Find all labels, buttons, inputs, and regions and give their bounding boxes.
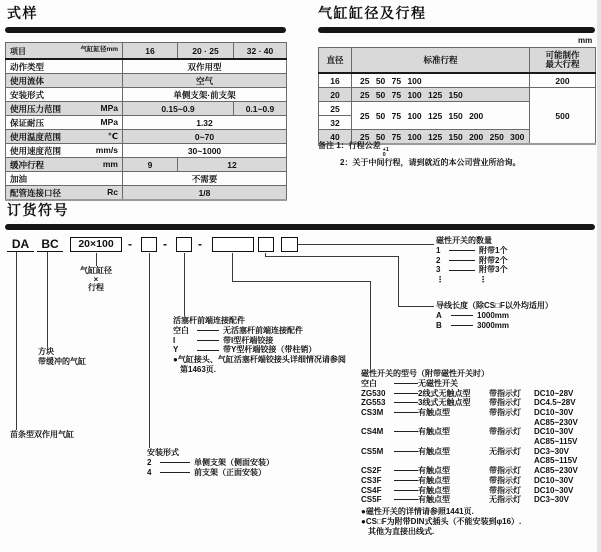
rod-end-note-2: 第1463页.: [180, 364, 217, 374]
row-value: 单侧支架·前支架: [123, 88, 287, 102]
row-unit: mm: [102, 158, 118, 169]
row-value: 1.32: [123, 116, 287, 130]
switch-model-row-zg530: [361, 389, 594, 399]
code-switch-model-box: [212, 237, 254, 252]
option-label: 1000mm: [477, 310, 510, 320]
spec-row-proof-pressure: [6, 116, 287, 130]
model-code: CS3F: [361, 475, 382, 485]
model-voltage: [534, 466, 594, 476]
option-label: 带I型杆端铰接: [223, 335, 274, 345]
row-unit: MPa: [100, 102, 118, 113]
voltage-1: DC10~28V: [534, 388, 574, 398]
row-unit: ℃: [107, 130, 118, 141]
switch-note-1: ●磁性开关的详情请参照1441页.: [361, 506, 474, 516]
option-code: 4: [147, 467, 152, 477]
row-value: 不需要: [123, 172, 287, 186]
model-indicator: 带指示灯: [489, 485, 521, 495]
lead-option-b: [436, 321, 553, 331]
model-voltage: [534, 495, 594, 505]
model-code: CS2F: [361, 466, 382, 476]
model-code: ZG530: [361, 388, 386, 398]
connector-mounting: [149, 253, 150, 448]
spec-table: [5, 42, 287, 201]
row-label: 使用温度范围: [10, 131, 62, 142]
unit-label: mm: [578, 36, 593, 45]
spec-row-temperature: [6, 130, 287, 144]
da-label: 苗条型双作用气缸: [10, 430, 74, 439]
spec-section-rule: [5, 27, 286, 33]
row-label: 使用速度范围: [10, 145, 62, 156]
max-header-line1: 可能制作: [545, 50, 580, 60]
code-rod-end-box: [176, 237, 192, 252]
qty-option-3: [436, 265, 507, 275]
option-label: 附带2个: [479, 255, 508, 265]
option-label: 带Y型杆端铰接（带柱销）: [223, 345, 317, 355]
model-type: 有触点型: [418, 427, 450, 437]
model-code: CS4F: [361, 485, 382, 495]
max-cell-merged: 500: [530, 88, 596, 145]
model-voltage: [534, 476, 594, 486]
voltage-2: AC85~115V: [534, 456, 578, 466]
switch-model-notes: [361, 507, 594, 536]
option-code: 空白: [173, 325, 189, 335]
spec-col-3240: 32 · 40: [234, 43, 287, 60]
code-switch-qty-box: [281, 237, 298, 252]
model-voltage: [534, 408, 594, 427]
leader-dash: [197, 340, 219, 341]
switch-note-2: ●CS□F为附带DIN式插头（不能安装到φ16）.: [361, 516, 522, 526]
voltage-1: AC85~230V: [534, 466, 578, 476]
code-dash-3: -: [198, 237, 202, 251]
dia-cell: 40: [319, 130, 352, 145]
model-type: 有触点型: [418, 485, 450, 495]
model-type: 2线式无触点型: [418, 388, 471, 398]
switch-model-options: [361, 369, 594, 536]
stroke-tolerance: [383, 148, 389, 158]
note-2: [318, 158, 520, 168]
row-value: 空气: [123, 74, 287, 88]
code-series: DA: [7, 237, 34, 252]
switch-qty-title: 磁性开关的数量: [436, 236, 492, 245]
leader-dash: [197, 330, 219, 331]
model-indicator: 带指示灯: [489, 466, 521, 476]
switch-model-title: 磁性开关的型号（附带磁性开关时）: [361, 369, 489, 378]
bore-stroke-line3: 行程: [88, 283, 104, 292]
code-dash-2: -: [163, 237, 167, 251]
rod-end-options: [173, 316, 346, 375]
switch-qty-options: [436, 236, 507, 285]
leader-dash: [394, 447, 418, 452]
leader-dash: [394, 495, 418, 500]
connector-bc: [47, 252, 48, 347]
rod-end-option-blank: [173, 326, 346, 336]
code-bore-stroke-box: 20×100: [70, 237, 122, 252]
option-code: 1: [436, 245, 441, 255]
code-dash-1: -: [128, 237, 132, 251]
row-value: 1/8: [123, 186, 287, 201]
rod-end-option-i: [173, 336, 346, 346]
spec-section-title: 式样: [7, 5, 38, 21]
connector-lead-v2: [398, 256, 399, 306]
tolerance-upper: +1: [382, 147, 389, 153]
leader-dash: [394, 476, 418, 481]
dia-cell: 16: [319, 73, 352, 88]
switch-model-row-zg553: [361, 398, 594, 408]
row-label: 动作类型: [10, 61, 45, 72]
spec-row-action: [6, 59, 287, 74]
bore-stroke-line1: 气缸缸径: [80, 266, 112, 275]
leader-dash: [449, 250, 475, 251]
note-1-prefix: 备注 1：: [318, 141, 349, 150]
row-label: 保证耐压: [10, 117, 45, 128]
row-unit: Rc: [107, 186, 118, 197]
ordering-section-title: 订货符号: [7, 202, 69, 218]
qty-option-1: [436, 246, 507, 256]
max-stroke-header: [530, 48, 596, 74]
model-code: CS4M: [361, 427, 384, 437]
connector-qty: [298, 244, 434, 245]
bore-notes: [318, 141, 520, 168]
voltage-1: DC10~30V: [534, 407, 574, 417]
row-value-b: 12: [178, 158, 287, 172]
voltage-1: DC10~30V: [534, 427, 574, 437]
connector-rod-end: [184, 253, 185, 316]
voltage-2: AC85~115V: [534, 437, 578, 447]
option-label: 附带1个: [479, 245, 508, 255]
spec-row-pressure: [6, 102, 287, 116]
option-label: 单侧支架（侧面安装）: [194, 457, 274, 467]
switch-model-row-cs4f: [361, 486, 594, 496]
voltage-1: DC3~30V: [534, 446, 569, 456]
note-2-text: 关于中间行程，请到就近的本公司营业所洽询。: [352, 158, 521, 167]
model-type: 有触点型: [418, 466, 450, 476]
leader-dash: [394, 486, 418, 491]
leader-dash: [449, 280, 475, 281]
leader-dash: [160, 462, 190, 463]
leader-dash: [394, 379, 418, 384]
bc-label-line2: 带缓冲的气缸: [38, 357, 86, 366]
qty-option-2: [436, 256, 507, 266]
option-label: 3000mm: [477, 320, 510, 330]
connector-da: [16, 252, 17, 430]
bore-stroke-table: [318, 47, 596, 145]
spec-header-row: [6, 43, 287, 60]
spec-row-lubrication: [6, 172, 287, 186]
connector-switch-model-v2: [370, 281, 371, 369]
leader-dash: [451, 315, 473, 316]
page-edge: [597, 0, 601, 552]
switch-note-3: 其他为直接出线式.: [368, 526, 435, 536]
spec-diagonal-header: [6, 43, 123, 60]
model-indicator: 带指示灯: [489, 388, 521, 398]
model-code: ZG553: [361, 398, 386, 408]
item-header: 项目: [10, 47, 26, 56]
model-indicator: 无指示灯: [489, 495, 521, 505]
model-type: 有触点型: [418, 446, 450, 456]
model-voltage: [534, 486, 594, 496]
code-lead-length-box: [258, 237, 274, 252]
row-label: 配管连接口径: [10, 187, 62, 198]
dia-cell: 32: [319, 116, 352, 130]
switch-model-row-cs5m: [361, 447, 594, 466]
leader-dash: [394, 427, 418, 432]
switch-model-row-cs5f: [361, 495, 594, 505]
row-label: 使用压力范围: [10, 103, 62, 114]
option-label: 无活塞杆前端连接配件: [223, 325, 303, 335]
bore-stroke-label: [70, 267, 122, 293]
model-type: 有触点型: [418, 407, 450, 417]
code-type: BC: [37, 237, 63, 252]
code-mounting-box: [141, 237, 157, 252]
option-code: I: [173, 335, 176, 345]
bore-row-20: [319, 88, 596, 102]
max-header-line2: 最大行程: [545, 59, 580, 69]
row-value-a: 9: [123, 158, 178, 172]
mounting-option-4: [147, 468, 274, 478]
model-type: 有触点型: [418, 495, 450, 505]
mounting-title: 安装形式: [147, 448, 179, 457]
option-label: ⋮: [479, 275, 487, 285]
connector-lead-h1: [265, 256, 399, 257]
row-value-b: 0.1~0.9: [234, 102, 287, 116]
row-label: 安装形式: [10, 89, 45, 100]
model-type: 有触点型: [418, 475, 450, 485]
model-type: 3线式无触点型: [418, 398, 471, 408]
model-code: CS3M: [361, 407, 384, 417]
connector-switch-model-h: [232, 281, 371, 282]
bc-label-line1: 方块: [38, 347, 54, 356]
row-unit: mm/s: [95, 144, 118, 155]
option-code: 2: [147, 457, 152, 467]
spec-row-fluid: [6, 74, 287, 88]
connector-switch-model-v1: [232, 253, 233, 281]
bc-label: [38, 347, 86, 367]
switch-model-row-cs3m: [361, 408, 594, 427]
row-value: 双作用型: [123, 59, 287, 74]
bore-header: 气缸缸径mm: [80, 46, 118, 53]
stroke-cell: 25 50 75 100: [352, 73, 530, 88]
rod-end-title: 活塞杆前端连接配件: [173, 316, 245, 325]
spec-row-mounting: [6, 88, 287, 102]
switch-model-row-blank: [361, 379, 594, 389]
qty-option-more: [436, 275, 507, 285]
voltage-1: DC4.5~28V: [534, 398, 576, 408]
spec-row-speed: [6, 144, 287, 158]
leader-dash: [394, 389, 418, 394]
leader-dash: [197, 350, 219, 351]
dia-header: 直径: [319, 48, 352, 74]
model-code: CS5M: [361, 446, 384, 456]
option-label: 前支架（正面安装）: [194, 467, 266, 477]
option-code: Y: [173, 345, 179, 355]
leader-dash: [394, 408, 418, 413]
leader-dash: [394, 398, 418, 403]
stroke-cell: 25 50 75 100 125 150: [352, 88, 530, 102]
dia-cell: 25: [319, 102, 352, 116]
stroke-header: 标准行程: [352, 48, 530, 74]
ordering-section-rule: [5, 224, 595, 230]
mounting-options: [147, 448, 274, 477]
model-voltage: [534, 447, 594, 466]
voltage-1: DC10~30V: [534, 485, 574, 495]
note-1: [318, 141, 520, 158]
leader-dash: [394, 466, 418, 471]
model-indicator: 带指示灯: [489, 475, 521, 485]
leader-dash: [160, 472, 190, 473]
spec-col-16: 16: [123, 43, 178, 60]
lead-length-title: 导线长度（除CS□F以外均适用）: [436, 301, 553, 310]
stroke-cell: 25 50 75 100 125 150 200 250 300: [352, 130, 530, 145]
mounting-option-2: [147, 458, 274, 468]
switch-model-row-cs2f: [361, 466, 594, 476]
spec-row-port: [6, 186, 287, 201]
note-1-text: 行程公差: [348, 141, 381, 150]
voltage-2: AC85~230V: [534, 417, 578, 427]
stroke-cell-merged: 25 50 75 100 125 150 200: [352, 102, 530, 130]
leader-dash: [449, 260, 475, 261]
model-voltage: [534, 389, 594, 399]
row-label: 加油: [10, 173, 28, 184]
bore-section-title: 气缸缸径及行程: [318, 5, 427, 21]
option-code: B: [436, 320, 442, 330]
spec-col-2025: 20 · 25: [178, 43, 234, 60]
connector-bore-stroke: [96, 253, 97, 266]
model-voltage: [534, 398, 594, 408]
model-indicator: 带指示灯: [489, 427, 521, 437]
rod-end-note-1: ●气缸接头、气缸活塞杆端铰接头详细情况请参阅: [173, 355, 346, 365]
lead-length-options: [436, 301, 553, 330]
connector-lead-h2: [398, 306, 434, 307]
model-code: 空白: [361, 378, 377, 388]
model-indicator: 带指示灯: [489, 398, 521, 408]
row-unit: MPa: [100, 116, 118, 127]
option-code: 3: [436, 265, 441, 275]
bore-row-16: [319, 73, 596, 88]
row-value-a: 0.15~0.9: [123, 102, 234, 116]
row-value: 0~70: [123, 130, 287, 144]
spec-row-cushion: [6, 158, 287, 172]
switch-model-row-cs3f: [361, 476, 594, 486]
row-value: 30~1000: [123, 144, 287, 158]
model-type: 无磁性开关: [418, 378, 458, 388]
option-label: 附带3个: [479, 265, 508, 275]
voltage-1: DC10~30V: [534, 475, 574, 485]
leader-dash: [449, 270, 475, 271]
option-code: A: [436, 310, 442, 320]
row-label: 缓冲行程: [10, 159, 45, 170]
switch-model-row-cs4m: [361, 427, 594, 446]
model-code: CS5F: [361, 495, 382, 505]
bore-section-rule: [318, 27, 595, 33]
leader-dash: [451, 325, 473, 326]
voltage-1: DC3~30V: [534, 495, 569, 505]
option-code: 2: [436, 255, 441, 265]
bore-stroke-line2: ×: [93, 274, 99, 284]
max-cell: 200: [530, 73, 596, 88]
model-voltage: [534, 427, 594, 446]
bore-header-row: [319, 48, 596, 74]
row-label: 使用流体: [10, 75, 45, 86]
rod-end-option-y: [173, 345, 346, 355]
tolerance-lower: 0: [382, 152, 386, 158]
note-2-prefix: 2：: [340, 158, 353, 167]
model-indicator: 带指示灯: [489, 407, 521, 417]
option-code: ⋮: [436, 275, 444, 285]
model-indicator: 无指示灯: [489, 446, 521, 456]
dia-cell: 20: [319, 88, 352, 102]
lead-option-a: [436, 311, 553, 321]
